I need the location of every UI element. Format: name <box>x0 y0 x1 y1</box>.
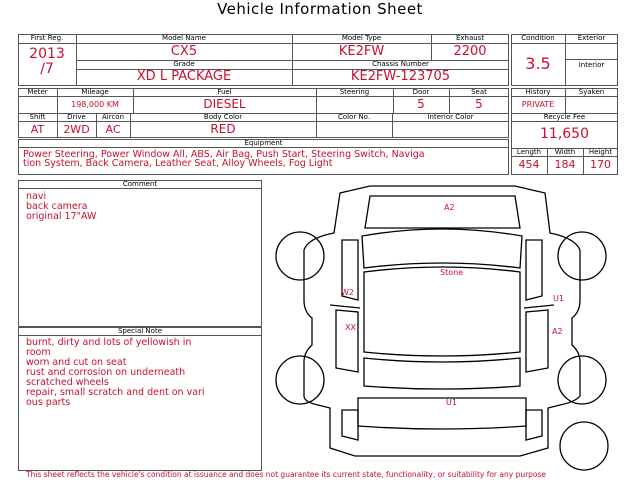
seat-label: Seat <box>471 88 487 96</box>
model-type-label: Model Type <box>341 34 382 42</box>
steering-label: Steering <box>339 88 370 96</box>
height-value: 170 <box>590 158 611 171</box>
equipment-line-1: Power Steering, Power Window All, ABS, Air Bag, Push Start, Steering Switch, Naviga <box>23 149 425 160</box>
body-color-label: Body Color <box>203 113 243 121</box>
recycle-value: 11,650 <box>540 126 589 142</box>
body-color-value: RED <box>210 122 236 136</box>
height-label: Height <box>588 148 613 156</box>
width-label: Width <box>554 148 576 156</box>
fuel-value: DIESEL <box>203 97 246 111</box>
special-note-text: burnt, dirty and lots of yellowish in room worn and cut on seat rust and corrosion on underneath scratched wheels repair, small scratch and dent on vari ous parts <box>26 337 205 408</box>
drive-label: Drive <box>67 113 86 121</box>
car-damage-diagram <box>270 182 620 472</box>
interior-color-label: Interior Color <box>427 113 474 121</box>
first-reg-value: 2013 /7 <box>29 46 65 77</box>
aircon-label: Aircon <box>101 113 125 121</box>
model-name-value: CX5 <box>170 44 198 59</box>
seat-value: 5 <box>475 97 483 111</box>
interior-label: Interior <box>578 61 605 69</box>
comment-label: Comment <box>122 180 158 188</box>
length-label: Length <box>516 148 542 156</box>
recycle-label: Recycle Fee <box>543 113 586 121</box>
color-no-label: Color No. <box>337 113 371 121</box>
damage-left-front: W2 <box>341 288 354 297</box>
sheet-title: Vehicle Information Sheet <box>217 0 423 18</box>
damage-rear: U1 <box>446 398 457 407</box>
length-value: 454 <box>518 158 540 171</box>
damage-front: A2 <box>444 203 455 212</box>
mileage-label: Mileage <box>81 88 109 96</box>
model-type-value: KE2FW <box>338 44 385 59</box>
damage-left-door: XX <box>345 323 356 332</box>
drive-value: 2WD <box>63 123 90 136</box>
exhaust-label: Exhaust <box>455 34 485 42</box>
damage-right-front: U1 <box>553 294 564 303</box>
door-label: Door <box>412 88 430 96</box>
special-note-label: Special Note <box>117 327 163 335</box>
history-value: PRIVATE <box>521 100 555 109</box>
aircon-value: AC <box>105 123 121 136</box>
shift-label: Shift <box>29 113 46 121</box>
syaken-label: Syaken <box>578 88 605 96</box>
first-reg-label: First Reg. <box>30 34 64 42</box>
width-value: 184 <box>554 158 576 171</box>
grade-label: Grade <box>173 60 195 68</box>
history-label: History <box>525 88 551 96</box>
model-name-label: Model Name <box>162 34 206 42</box>
damage-roof: Stone <box>440 268 464 277</box>
damage-right-door: A2 <box>552 327 563 336</box>
disclaimer-footer: This sheet reflects the vehicle's condition at issuance and does not guarantee its current state, functionality, or suitability for any purpose <box>26 470 547 479</box>
mileage-value: 198,000 KM <box>71 100 119 109</box>
shift-value: AT <box>30 123 45 136</box>
door-value: 5 <box>417 97 425 111</box>
equipment-label: Equipment <box>244 139 283 147</box>
exterior-label: Exterior <box>577 34 606 42</box>
exhaust-value: 2200 <box>453 44 487 59</box>
comment-text: navi back camera original 17"AW <box>26 191 97 222</box>
equipment-line-2: tion System, Back Camera, Leather Seat, Alloy Wheels, Fog Light <box>23 158 333 169</box>
condition-label: Condition <box>521 34 555 42</box>
grade-value: XD L PACKAGE <box>136 69 232 84</box>
fuel-label: Fuel <box>217 88 232 96</box>
chassis-label: Chassis Number <box>372 60 429 68</box>
condition-value: 3.5 <box>525 54 551 73</box>
meter-label: Meter <box>27 88 48 96</box>
chassis-value: KE2FW-123705 <box>350 69 451 84</box>
